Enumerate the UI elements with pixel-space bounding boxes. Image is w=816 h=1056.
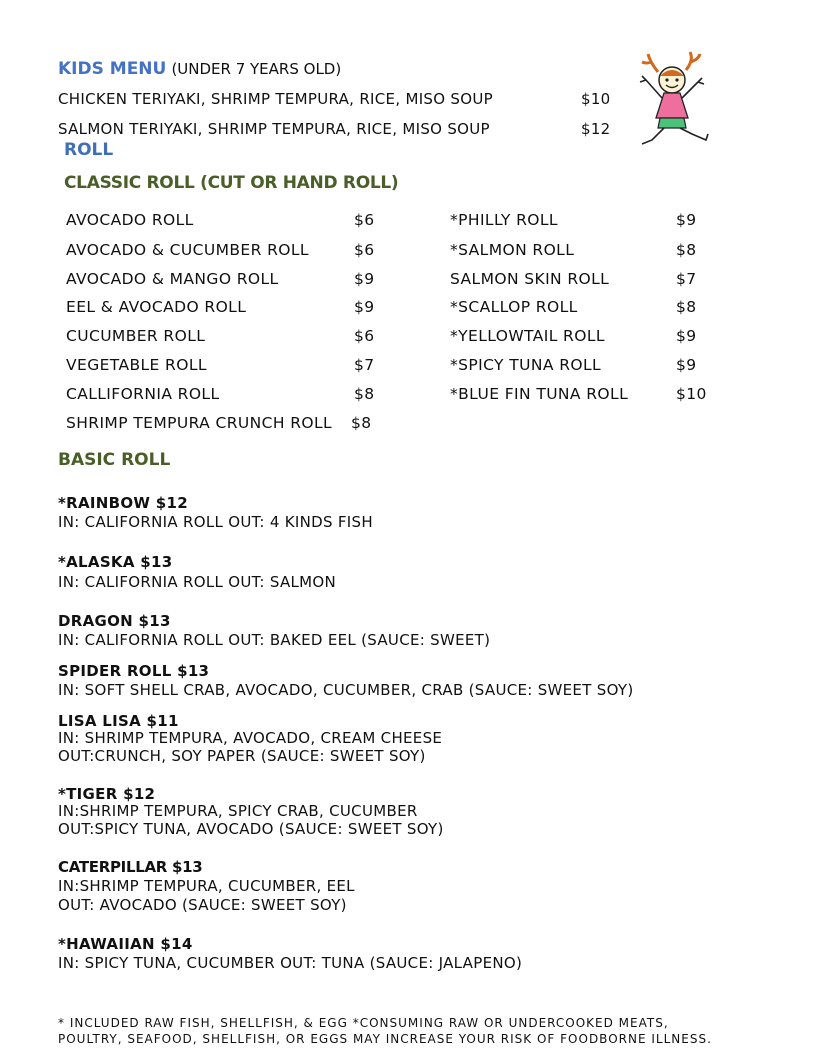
basic-item-name: LISA LISA $11 xyxy=(58,712,179,730)
basic-item-desc: OUT:SPICY TUNA, AVOCADO (SAUCE: SWEET SOY) xyxy=(58,820,444,838)
basic-item-name: *RAINBOW $12 xyxy=(58,494,189,512)
classic-item-name: *SALMON ROLL xyxy=(450,241,575,259)
kids-menu-header xyxy=(58,59,341,79)
footnote-line: * INCLUDED RAW FISH, SHELLFISH, & EGG *CONSUMING RAW OR UNDERCOOKED MEATS, xyxy=(58,1016,669,1030)
basic-item-name: SPIDER ROLL $13 xyxy=(58,662,210,680)
classic-item-name: *PHILLY ROLL xyxy=(450,211,558,229)
classic-item-name: AVOCADO ROLL xyxy=(66,211,194,229)
basic-item-name: *HAWAIIAN $14 xyxy=(58,935,193,953)
classic-item-name: AVOCADO & CUCUMBER ROLL xyxy=(66,241,309,259)
roll-heading: ROLL xyxy=(64,140,114,160)
basic-item-desc: OUT:CRUNCH, SOY PAPER (SAUCE: SWEET SOY) xyxy=(58,747,426,765)
footnote-line: POULTRY, SEAFOOD, SHELLFISH, OR EGGS MAY INCREASE YOUR RISK OF FOODBORNE ILLNESS. xyxy=(58,1032,712,1046)
basic-item-name: CATERPILLAR $13 xyxy=(58,858,203,876)
classic-item-price: $7 xyxy=(676,270,697,288)
classic-item-price: $7 xyxy=(354,356,375,374)
classic-item-name: SALMON SKIN ROLL xyxy=(450,270,610,288)
classic-item-name: *SPICY TUNA ROLL xyxy=(450,356,602,374)
basic-roll-title: BASIC ROLL xyxy=(58,450,171,470)
basic-item-desc: IN:SHRIMP TEMPURA, SPICY CRAB, CUCUMBER xyxy=(58,802,418,820)
basic-item-desc: IN: SHRIMP TEMPURA, AVOCADO, CREAM CHEESE xyxy=(58,729,443,747)
classic-item-price: $8 xyxy=(676,241,697,259)
classic-item-name: *SCALLOP ROLL xyxy=(450,298,578,316)
classic-item-price: $6 xyxy=(354,241,375,259)
classic-item-price: $9 xyxy=(676,211,697,229)
classic-item-price: $6 xyxy=(354,211,375,229)
classic-item-name: SHRIMP TEMPURA CRUNCH ROLL xyxy=(66,414,333,432)
classic-item-price: $6 xyxy=(354,327,375,345)
classic-item-name: EEL & AVOCADO ROLL xyxy=(66,298,247,316)
classic-item-name: *YELLOWTAIL ROLL xyxy=(450,327,605,345)
basic-item-desc: OUT: AVOCADO (SAUCE: SWEET SOY) xyxy=(58,896,347,914)
classic-item-name: AVOCADO & MANGO ROLL xyxy=(66,270,279,288)
basic-item-desc: IN: CALIFORNIA ROLL OUT: BAKED EEL (SAUCE: SWEET) xyxy=(58,631,491,649)
kids-item-name: SALMON TERIYAKI, SHRIMP TEMPURA, RICE, MISO SOUP xyxy=(58,120,490,138)
classic-item-price: $8 xyxy=(351,414,372,432)
classic-item-name: VEGETABLE ROLL xyxy=(66,356,207,374)
classic-item-name: CALLIFORNIA ROLL xyxy=(66,385,220,403)
cartoon-girl-icon xyxy=(636,50,716,150)
classic-item-name: *BLUE FIN TUNA ROLL xyxy=(450,385,629,403)
basic-item-desc: IN: SPICY TUNA, CUCUMBER OUT: TUNA (SAUCE: JALAPENO) xyxy=(58,954,523,972)
classic-item-price: $9 xyxy=(676,356,697,374)
classic-item-price: $9 xyxy=(676,327,697,345)
basic-item-name: *ALASKA $13 xyxy=(58,553,173,571)
classic-item-name: CUCUMBER ROLL xyxy=(66,327,206,345)
basic-item-name: *TIGER $12 xyxy=(58,785,156,803)
classic-roll-title: CLASSIC ROLL (CUT OR HAND ROLL) xyxy=(64,173,399,193)
kids-menu-title: KIDS MENU xyxy=(58,59,167,79)
classic-item-price: $8 xyxy=(354,385,375,403)
basic-item-desc: IN: SOFT SHELL CRAB, AVOCADO, CUCUMBER, CRAB (SAUCE: SWEET SOY) xyxy=(58,681,634,699)
kids-item-name: CHICKEN TERIYAKI, SHRIMP TEMPURA, RICE, MISO SOUP xyxy=(58,90,493,108)
kids-item-price: $12 xyxy=(581,120,611,138)
basic-item-desc: IN:SHRIMP TEMPURA, CUCUMBER, EEL xyxy=(58,877,355,895)
classic-item-price: $8 xyxy=(676,298,697,316)
basic-item-desc: IN: CALIFORNIA ROLL OUT: 4 KINDS FISH xyxy=(58,513,373,531)
basic-item-name: DRAGON $13 xyxy=(58,612,171,630)
classic-item-price: $9 xyxy=(354,270,375,288)
classic-item-price: $10 xyxy=(676,385,707,403)
kids-menu-subtitle: (UNDER 7 YEARS OLD) xyxy=(171,60,342,78)
kids-item-price: $10 xyxy=(581,90,611,108)
basic-item-desc: IN: CALIFORNIA ROLL OUT: SALMON xyxy=(58,573,337,591)
classic-item-price: $9 xyxy=(354,298,375,316)
